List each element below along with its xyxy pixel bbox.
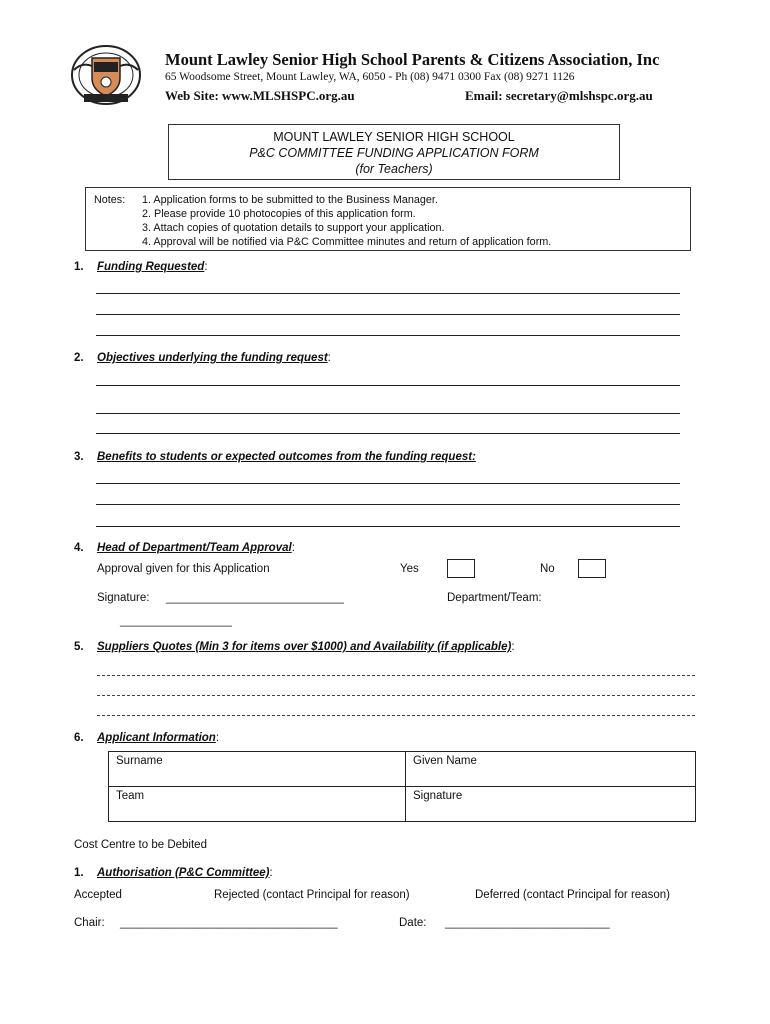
section-suffix: : bbox=[215, 732, 220, 744]
section-number: 4. bbox=[74, 542, 84, 554]
form-title-audience: (for Teachers) bbox=[355, 162, 433, 176]
funding-requested-line[interactable] bbox=[96, 335, 680, 336]
note-item: 4. Approval will be notified via P&C Committee minutes and return of application form. bbox=[142, 236, 552, 248]
section-label: Objectives underlying the funding request bbox=[97, 352, 328, 364]
date-field[interactable]: _________________________ bbox=[445, 917, 610, 929]
benefits-line[interactable] bbox=[96, 504, 680, 505]
deferred-option[interactable]: Deferred (contact Principal for reason) bbox=[475, 889, 670, 901]
approval-no-label: No bbox=[540, 563, 555, 575]
section-suffix: : bbox=[269, 867, 273, 879]
team-field[interactable]: Team bbox=[109, 787, 406, 822]
benefits-line[interactable] bbox=[96, 526, 680, 527]
section-number: 1. bbox=[74, 867, 84, 879]
form-title-school: MOUNT LAWLEY SENIOR HIGH SCHOOL bbox=[273, 130, 515, 144]
department-team-label: Department/Team: bbox=[447, 592, 542, 604]
section-authorisation bbox=[74, 867, 273, 879]
rejected-option[interactable]: Rejected (contact Principal for reason) bbox=[214, 889, 410, 901]
approval-signature-label: Signature: bbox=[97, 592, 150, 604]
funding-requested-line[interactable] bbox=[96, 293, 680, 294]
chair-signature-field[interactable]: _________________________________ bbox=[120, 917, 338, 929]
notes-box bbox=[85, 187, 691, 251]
applicant-info-table bbox=[108, 751, 696, 822]
association-title: Mount Lawley Senior High School Parents & Citizens Association, Inc bbox=[165, 50, 660, 69]
section-number: 1. bbox=[74, 261, 84, 273]
email-link[interactable]: Email: secretary@mlshspc.org.au bbox=[465, 88, 653, 103]
notes-label: Notes: bbox=[94, 194, 126, 206]
section-hod-approval bbox=[74, 542, 295, 554]
section-supplier-quotes bbox=[74, 641, 515, 653]
quotes-line[interactable] bbox=[97, 715, 695, 716]
note-item: 3. Attach copies of quotation details to support your application. bbox=[142, 222, 445, 234]
approval-yes-label: Yes bbox=[400, 563, 419, 575]
chair-label: Chair: bbox=[74, 917, 105, 929]
section-suffix: : bbox=[291, 542, 295, 554]
given-name-field[interactable]: Given Name bbox=[406, 752, 696, 787]
section-suffix: : bbox=[327, 352, 331, 364]
approval-yes-checkbox[interactable] bbox=[447, 559, 475, 578]
section-applicant-info bbox=[74, 732, 219, 744]
section-benefits bbox=[74, 451, 476, 463]
section-funding-requested bbox=[74, 261, 208, 273]
applicant-signature-field[interactable]: Signature bbox=[406, 787, 696, 822]
note-item: 1. Application forms to be submitted to the Business Manager. bbox=[142, 194, 438, 206]
department-team-field[interactable]: _________________ bbox=[120, 615, 233, 627]
cost-centre-label: Cost Centre to be Debited bbox=[74, 839, 207, 851]
accepted-option[interactable]: Accepted bbox=[74, 889, 122, 901]
approval-signature-field[interactable]: ___________________________ bbox=[166, 592, 345, 604]
section-label: Head of Department/Team Approval bbox=[97, 542, 292, 554]
funding-requested-line[interactable] bbox=[96, 314, 680, 315]
website-link[interactable]: Web Site: www.MLSHSPC.org.au bbox=[165, 88, 355, 103]
section-label: Benefits to students or expected outcomes from the funding request: bbox=[97, 451, 476, 463]
approval-no-checkbox[interactable] bbox=[578, 559, 606, 578]
section-label: Authorisation (P&C Committee) bbox=[97, 867, 270, 879]
objectives-line[interactable] bbox=[96, 385, 680, 386]
section-suffix: : bbox=[511, 641, 515, 653]
section-number: 5. bbox=[74, 641, 84, 653]
association-address: 65 Woodsome Street, Mount Lawley, WA, 6050 - Ph (08) 9471 0300 Fax (08) 9271 1126 bbox=[165, 71, 575, 83]
quotes-line[interactable] bbox=[97, 675, 695, 676]
section-label: Suppliers Quotes (Min 3 for items over $1000) and Availability (if applicable) bbox=[97, 641, 512, 653]
section-number: 2. bbox=[74, 352, 84, 364]
school-crest-logo bbox=[70, 44, 142, 106]
form-title-name: P&C COMMITTEE FUNDING APPLICATION FORM bbox=[249, 146, 539, 160]
section-number: 3. bbox=[74, 451, 84, 463]
section-label: Funding Requested bbox=[97, 261, 205, 273]
objectives-line[interactable] bbox=[96, 413, 680, 414]
form-title-box bbox=[168, 124, 620, 180]
date-label: Date: bbox=[399, 917, 427, 929]
note-item: 2. Please provide 10 photocopies of this application form. bbox=[142, 208, 416, 220]
quotes-line[interactable] bbox=[97, 695, 695, 696]
section-number: 6. bbox=[74, 732, 84, 744]
section-objectives bbox=[74, 352, 331, 364]
surname-field[interactable]: Surname bbox=[109, 752, 406, 787]
section-suffix: : bbox=[204, 261, 208, 273]
objectives-line[interactable] bbox=[96, 433, 680, 434]
benefits-line[interactable] bbox=[96, 483, 680, 484]
approval-given-label: Approval given for this Application bbox=[97, 563, 270, 575]
section-label: Applicant Information bbox=[97, 732, 216, 744]
